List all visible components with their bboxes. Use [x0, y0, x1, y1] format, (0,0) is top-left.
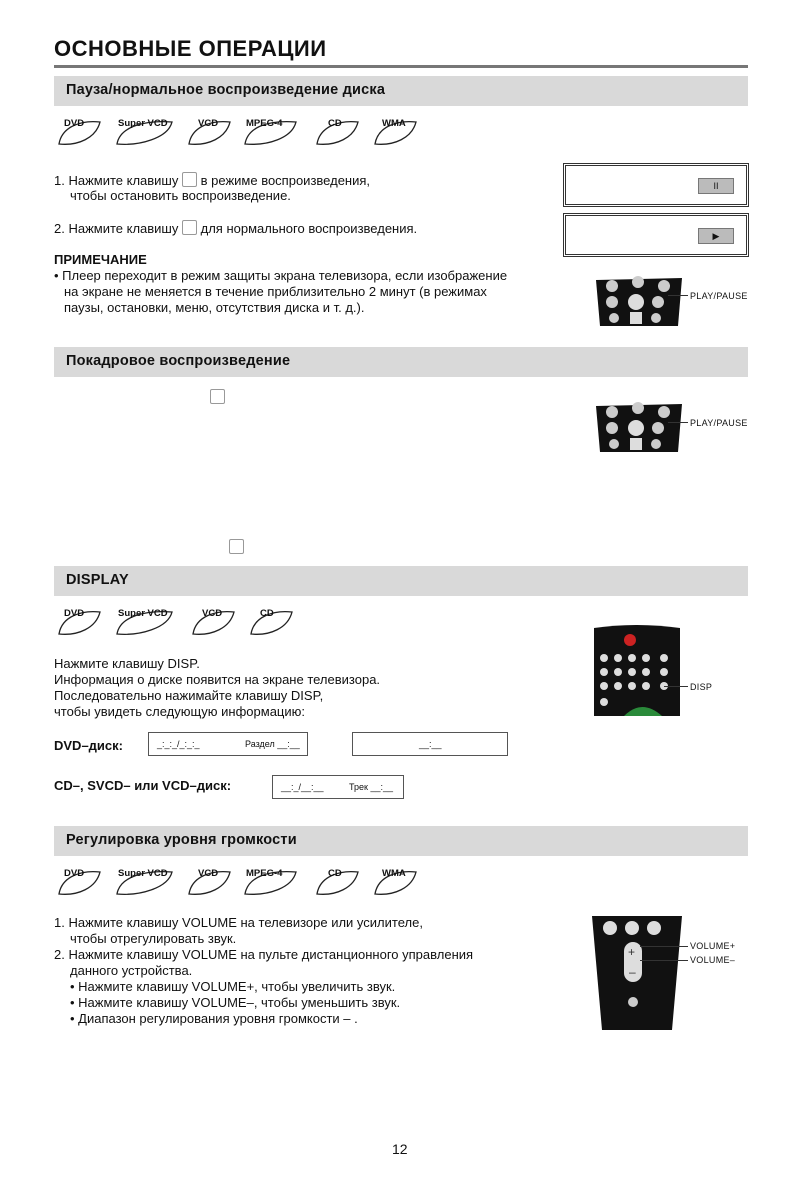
remote-control-volume: [590, 914, 684, 1032]
play-pause-icon: [229, 539, 244, 554]
cd-label: CD–, SVCD– или VCD–диск:: [54, 778, 232, 793]
section-header-frame: [54, 347, 748, 377]
section-header-display: [54, 566, 748, 596]
disc-types: [54, 608, 314, 638]
disc-types: [54, 868, 434, 898]
pause-indicator: II: [698, 178, 734, 194]
play-pause-icon: [182, 220, 197, 235]
page-number: 12: [392, 1141, 408, 1157]
tv-screen-play: [563, 213, 749, 257]
section-title: Пауза/нормальное воспроизведение диска: [66, 82, 386, 98]
callout-line: [664, 686, 688, 687]
volume-line: • Нажмите клавишу VOLUME–, чтобы уменьшить звук.: [70, 995, 401, 1010]
display-line: Последовательно нажимайте клавишу DISP,: [54, 688, 324, 703]
callout-line: [668, 295, 688, 296]
section-header-pause: [54, 76, 748, 106]
disc-icon: WMA: [370, 118, 420, 146]
title-rule: [54, 65, 748, 68]
section-title: Регулировка уровня громкости: [66, 832, 297, 848]
dvd-info-box: _:_:_/_:_:_ Раздел __:__: [148, 732, 308, 756]
disc-icon: VCD: [184, 118, 234, 146]
section-title: DISPLAY: [66, 572, 129, 588]
disc-icon: MPEG-4: [240, 868, 290, 896]
page-title: ОСНОВНЫЕ ОПЕРАЦИИ: [54, 36, 327, 61]
remote-control-play-pause: [594, 402, 684, 454]
svg-text:+: +: [628, 945, 636, 959]
pause-step2: 2. Нажмите клавишу для нормального воспроизведения.: [54, 221, 418, 236]
disc-types: [54, 118, 434, 148]
cd-info-box: __:_/__:__ Трек __:__: [272, 775, 404, 799]
disc-icon: Super VCD: [112, 868, 162, 896]
section-header-volume: [54, 826, 748, 856]
pause-step1: 1. Нажмите клавишу в режиме воспроизведения,: [54, 173, 371, 188]
disc-icon: DVD: [54, 868, 104, 896]
play-pause-icon: [182, 172, 197, 187]
disc-icon: Super VCD: [112, 118, 162, 146]
play-indicator: ▶: [698, 228, 734, 244]
remote-label: PLAY/PAUSE: [690, 418, 748, 428]
volume-line: 1. Нажмите клавишу VOLUME на телевизоре или усилителе,: [54, 915, 423, 930]
volume-line: данного устройства.: [70, 963, 193, 978]
volume-line: 2. Нажмите клавишу VOLUME на пульте дистанционного управления: [54, 947, 474, 962]
tv-screen-pause: [563, 163, 749, 207]
remote-control-play-pause: [594, 276, 684, 328]
display-line: чтобы увидеть следующую информацию:: [54, 704, 306, 719]
volume-line: чтобы отрегулировать звук.: [70, 931, 237, 946]
callout-line: [640, 960, 688, 961]
note-line: паузы, остановки, меню, отсутствия диска и т. д.).: [64, 300, 365, 315]
note-title: ПРИМЕЧАНИЕ: [54, 252, 147, 267]
note-line: • Плеер переходит в режим защиты экрана телевизора, если изображение: [54, 268, 508, 283]
disc-icon: CD: [312, 118, 362, 146]
disc-icon: MPEG-4: [240, 118, 290, 146]
disc-icon: DVD: [54, 118, 104, 146]
remote-label: PLAY/PAUSE: [690, 291, 748, 301]
disc-icon: VCD: [188, 608, 238, 636]
disc-icon: Super VCD: [112, 608, 162, 636]
callout-line: [640, 946, 688, 947]
volume-minus-label: VOLUME–: [690, 955, 736, 965]
disc-icon: WMA: [370, 868, 420, 896]
callout-line: [668, 422, 688, 423]
disc-icon: DVD: [54, 608, 104, 636]
section-title: Покадровое воспроизведение: [66, 353, 291, 369]
note-line: на экране не меняется в течение приблизительно 2 минут (в режимах: [64, 284, 487, 299]
remote-label: DISP: [690, 682, 713, 692]
play-pause-icon: [210, 389, 225, 404]
volume-line: • Нажмите клавишу VOLUME+, чтобы увеличить звук.: [70, 979, 396, 994]
volume-plus-label: VOLUME+: [690, 941, 736, 951]
disc-icon: CD: [312, 868, 362, 896]
dvd-label: DVD–диск:: [54, 738, 123, 753]
svg-text:–: –: [629, 965, 636, 979]
disc-icon: VCD: [184, 868, 234, 896]
display-line: Нажмите клавишу DISP.: [54, 656, 200, 671]
disc-icon: CD: [246, 608, 296, 636]
volume-line: • Диапазон регулирования уровня громкости – .: [70, 1011, 358, 1026]
pause-step1-cont: чтобы остановить воспроизведение.: [70, 188, 291, 203]
display-line: Информация о диске появится на экране телевизора.: [54, 672, 381, 687]
remote-control-disp: [590, 624, 684, 716]
dvd-info-box-2: __:__: [352, 732, 508, 756]
